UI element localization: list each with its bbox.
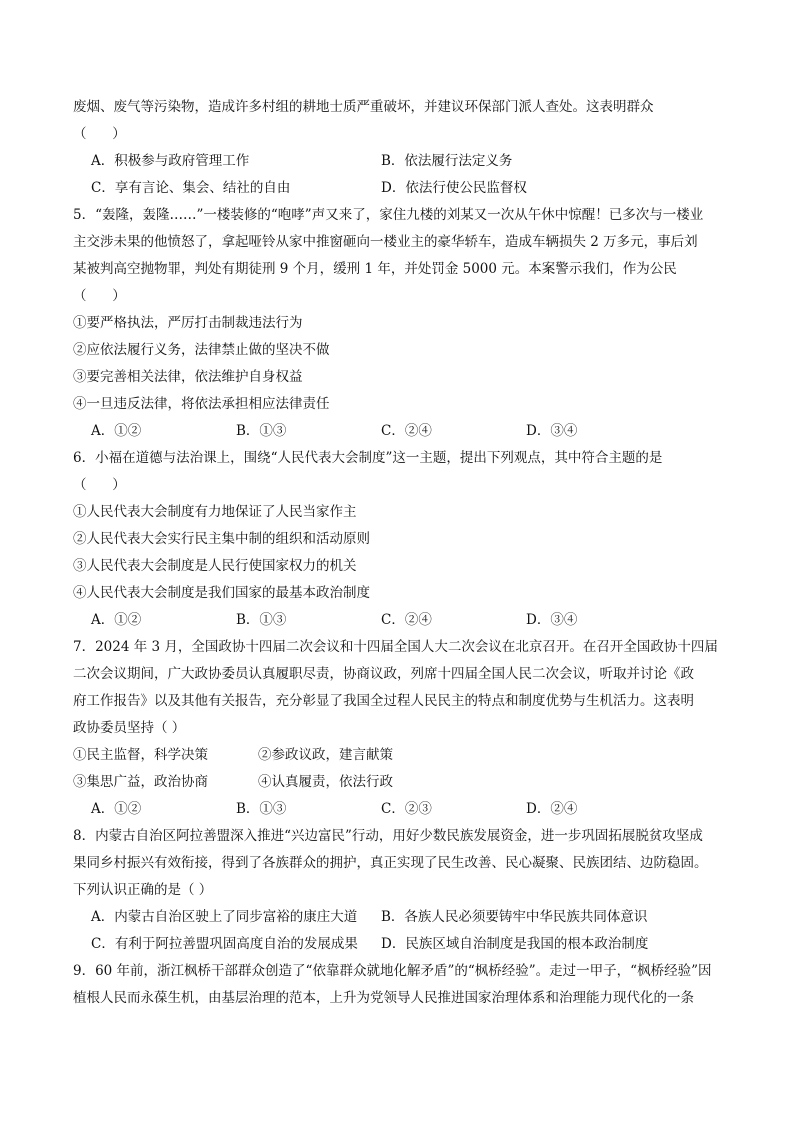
statement-row — [73, 769, 733, 796]
question-5-text: 5．“轰隆，轰隆……”一楼装修的“咆哮”声又来了，家住九楼的刘某又一次从午休中惊醒！已多次与一楼业 — [73, 207, 704, 223]
option-a: A．①② — [91, 612, 142, 628]
question-5 — [73, 202, 733, 445]
question-8-text: 果同乡村振兴有效衔接，得到了各族群众的拥护，真正实现了民生改善、民心凝聚、民族团结、边防稳固。 — [73, 855, 708, 871]
question-7-text: 二次会议期间，广大政协委员认真履职尽责，协商议政，列席十四届全国人民二次会议，听取并讨论《政 — [73, 666, 694, 682]
option-d: D．依法行使公民监督权 — [381, 180, 527, 196]
statement-1: ①要严格执法，严厉打击制裁违法行为 — [73, 315, 303, 331]
statement-2: ②人民代表大会实行民主集中制的组织和活动原则 — [73, 531, 370, 547]
options-row — [73, 904, 733, 931]
question-7-text: 7．2024 年 3 月，全国政协十四届二次会议和十四届全国人大二次会议在北京召开。在召开全国政协十四届 — [73, 639, 718, 655]
options-row — [73, 418, 733, 445]
question-9-text: 植根人民而永葆生机，由基层治理的范本，上升为党领导人民推进国家治理体系和治理能力现代化的一条 — [73, 990, 694, 1006]
options-row — [73, 148, 733, 175]
option-b: B．各族人民必须要铸牢中华民族共同体意识 — [381, 909, 648, 925]
statement-4: ④一旦违反法律，将依法承担相应法律责任 — [73, 396, 330, 412]
question-5-text: 主交涉未果的他愤怒了，拿起哑铃从家中推窗砸向一楼业主的豪华轿车，造成车辆损失 2 万多元，事后刘 — [73, 234, 698, 250]
option-a: A．积极参与政府管理工作 — [91, 153, 250, 169]
question-6 — [73, 445, 733, 634]
option-c: C．②③ — [381, 801, 432, 817]
option-c: C．②④ — [381, 612, 432, 628]
statement-3: ③集思广益，政治协商 — [73, 774, 208, 790]
question-4 — [73, 94, 733, 202]
option-b: B．①③ — [236, 801, 287, 817]
statement-2: ②参政议政，建言献策 — [258, 747, 393, 763]
option-d: D．③④ — [526, 423, 578, 439]
question-7-text: 府工作报告》以及其他有关报告，充分彰显了我国全过程人民民主的特点和制度优势与生机活力。这表明 — [73, 693, 694, 709]
option-a: A．内蒙古自治区驶上了同步富裕的康庄大道 — [91, 909, 358, 925]
statement-row — [73, 742, 733, 769]
options-row — [73, 931, 733, 958]
statement-4: ④认真履责，依法行政 — [258, 774, 393, 790]
option-a: A．①② — [91, 423, 142, 439]
question-8-text: 8．内蒙古自治区阿拉善盟深入推进“兴边富民”行动，用好少数民族发展资金，进一步巩固拓展脱贫攻坚成 — [73, 828, 703, 844]
answer-blank: （ ） — [73, 126, 126, 142]
option-b: B．①③ — [236, 612, 287, 628]
question-5-text: 某被判高空抛物罪，判处有期徒刑 9 个月，缓刑 1 年，并处罚金 5000 元。本案警示我们，作为公民 — [73, 261, 677, 277]
answer-blank: （ ） — [73, 477, 126, 493]
question-8 — [73, 823, 733, 958]
statement-1: ①人民代表大会制度有力地保证了人民当家作主 — [73, 504, 357, 520]
option-d: D．民族区域自治制度是我国的根本政治制度 — [381, 936, 649, 952]
statement-4: ④人民代表大会制度是我们国家的最基本政治制度 — [73, 585, 370, 601]
question-8-text: 下列认识正确的是（ ） — [73, 882, 213, 898]
question-7-text: 政协委员坚持（ ） — [73, 720, 186, 736]
option-c: C．享有言论、集会、结社的自由 — [91, 180, 291, 196]
option-c: C．有利于阿拉善盟巩固高度自治的发展成果 — [91, 936, 358, 952]
option-d: D．②④ — [526, 801, 578, 817]
option-b: B．①③ — [236, 423, 287, 439]
options-row — [73, 175, 733, 202]
question-6-text: 6．小福在道德与法治课上，围绕“人民代表大会制度”这一主题，提出下列观点，其中符合主题的是 — [73, 450, 663, 466]
question-4-text: 废烟、废气等污染物，造成许多村组的耕地士质严重破坏，并建议环保部门派人查处。这表明群众 — [73, 99, 654, 115]
question-7 — [73, 634, 733, 823]
options-row — [73, 607, 733, 634]
answer-blank: （ ） — [73, 288, 126, 304]
option-d: D．③④ — [526, 612, 578, 628]
exam-content — [73, 94, 733, 1012]
option-a: A．①② — [91, 801, 142, 817]
option-c: C．②④ — [381, 423, 432, 439]
option-b: B．依法履行法定义务 — [381, 153, 513, 169]
statement-3: ③人民代表大会制度是人民行使国家权力的机关 — [73, 558, 357, 574]
statement-2: ②应依法履行义务，法律禁止做的坚决不做 — [73, 342, 330, 358]
statement-3: ③要完善相关法律，依法维护自身权益 — [73, 369, 303, 385]
statement-1: ①民主监督，科学决策 — [73, 747, 208, 763]
question-9 — [73, 958, 733, 1012]
question-9-text: 9．60 年前，浙江枫桥干部群众创造了“依靠群众就地化解矛盾”的“枫桥经验”。走过一甲子，“枫桥经验”因 — [73, 963, 712, 979]
options-row — [73, 796, 733, 823]
